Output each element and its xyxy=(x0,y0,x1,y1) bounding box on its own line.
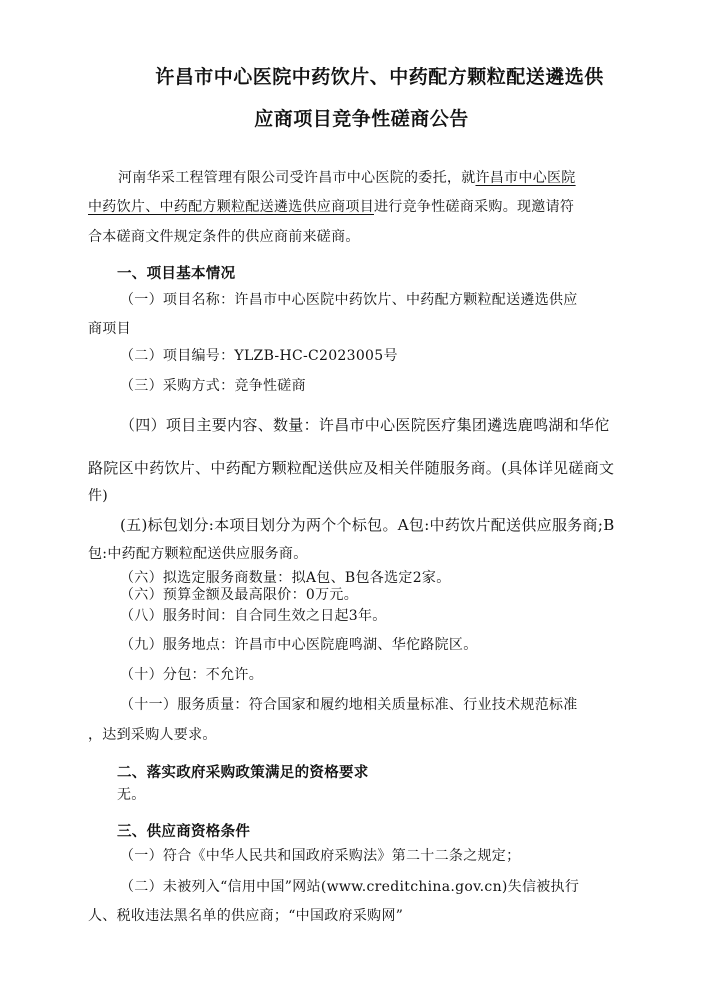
project-number: （二）项目编号：YLZB-HC-C2023005号 xyxy=(120,348,398,364)
intro-text: 进行竞争性磋商采购。现邀请符 xyxy=(374,199,575,215)
intro-paragraph-line3: 合本磋商文件规定条件的供应商前来磋商。 xyxy=(88,229,360,245)
qualification-item2-line1: （二）未被列入“信用中国”网站(www.creditchina.gov.cn)失信被执行 xyxy=(120,879,580,895)
intro-paragraph-line1 xyxy=(118,167,576,187)
service-quality-line2: ，达到采购人要求。 xyxy=(88,727,217,743)
project-name-line1: （一）项目名称：许昌市中心医院中药饮片、中药配方颗粒配送遴选供应 xyxy=(120,292,578,308)
service-location: （九）服务地点：许昌市中心医院鹿鸣湖、华佗路院区。 xyxy=(120,637,478,653)
lot-division-line2: 包:中药配方颗粒配送供应服务商。 xyxy=(88,546,308,562)
qualification-item2-line2: 人、税收违法黑名单的供应商；“中国政府采购网” xyxy=(88,908,404,924)
supplier-quantity: （六）拟选定服务商数量：拟A包、B包各选定2家。 xyxy=(120,570,451,586)
intro-text: 河南华采工程管理有限公司受许昌市中心医院的委托，就 xyxy=(118,170,476,186)
subcontracting: （十）分包：不允许。 xyxy=(120,667,263,683)
intro-purchaser-underlined: 许昌市中心医院 xyxy=(475,170,576,186)
intro-paragraph-line2 xyxy=(88,196,574,216)
procurement-method: （三）采购方式：竞争性磋商 xyxy=(120,378,306,394)
policy-requirements-text: 无。 xyxy=(117,787,146,803)
project-name-line2: 商项目 xyxy=(88,321,131,337)
section-heading-1: 一、项目基本情况 xyxy=(117,266,236,282)
section-heading-3: 三、供应商资格条件 xyxy=(117,824,251,840)
section-heading-2: 二、落实政府采购政策满足的资格要求 xyxy=(117,765,369,781)
project-content-line1: （四）项目主要内容、数量：许昌市中心医院医疗集团遴选鹿鸣湖和华佗 xyxy=(120,416,610,434)
document-title-line1: 许昌市中心医院中药饮片、中药配方颗粒配送遴选供 xyxy=(155,66,604,88)
lot-division-line1: (五)标包划分:本项目划分为两个个标包。A包:中药饮片配送供应服务商;B xyxy=(120,516,615,534)
project-content-line3: 件) xyxy=(88,488,109,504)
budget-amount: （六）预算金额及最高限价：0万元。 xyxy=(120,587,359,603)
project-content-line2: 路院区中药饮片、中药配方颗粒配送供应及相关伴随服务商。(具体详见磋商文 xyxy=(88,459,615,477)
service-quality-line1: （十一）服务质量：符合国家和履约地相关质量标准、行业技术规范标准 xyxy=(120,697,578,713)
service-period: （八）服务时间：自合同生效之日起3年。 xyxy=(120,608,387,624)
qualification-item1: （一）符合《中华人民共和国政府采购法》第二十二条之规定； xyxy=(120,848,521,864)
intro-project-underlined: 中药饮片、中药配方颗粒配送遴选供应商项目 xyxy=(88,199,374,215)
document-title-line2: 应商项目竞争性磋商公告 xyxy=(254,108,469,130)
